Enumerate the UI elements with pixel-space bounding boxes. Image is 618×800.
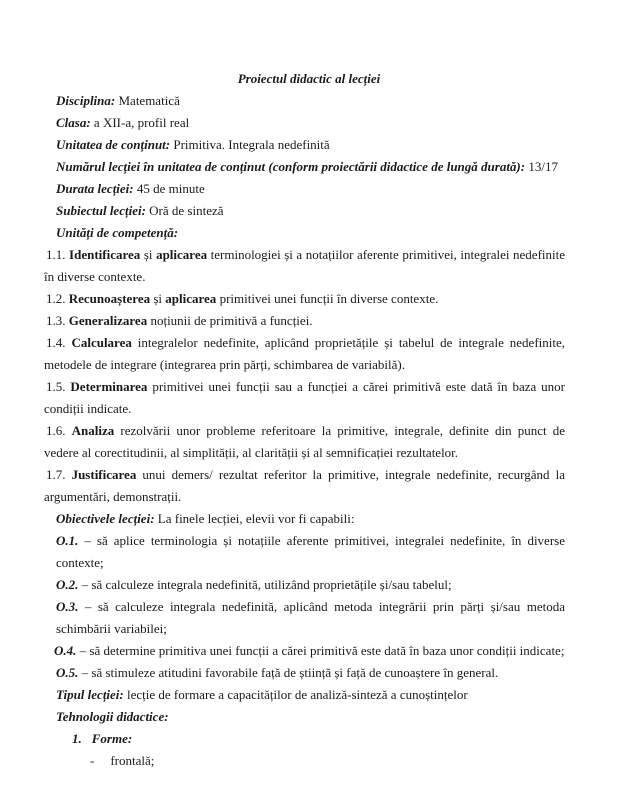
lesson-type-line bbox=[56, 684, 565, 706]
field-line bbox=[56, 134, 565, 156]
lesson-type-label: Tipul lecției: bbox=[56, 687, 124, 702]
objective-code: O.2. bbox=[56, 577, 79, 592]
competency-line bbox=[44, 310, 565, 332]
field-value: Matematică bbox=[115, 93, 180, 108]
field-line bbox=[56, 156, 565, 178]
competency-line bbox=[44, 288, 565, 310]
competency-number: 1.5. bbox=[46, 379, 66, 394]
field-value: a XII-a, profil real bbox=[90, 115, 190, 130]
competency-number: 1.2. bbox=[46, 291, 66, 306]
competency-line bbox=[44, 332, 565, 376]
competencies-list bbox=[0, 244, 618, 508]
competency-number: 1.3. bbox=[46, 313, 66, 328]
competency-number: 1.7. bbox=[46, 467, 66, 482]
competency-text: corectitudinii, al simplității, al clarității și al semnificației rezultatelor. bbox=[94, 445, 459, 460]
lesson-type-value: lecție de formare a capacităților de analiză-sinteză a cunoștințelor bbox=[123, 687, 468, 702]
field-value: 45 de minute bbox=[133, 181, 205, 196]
competency-text: de integrare (integrarea prin părți, schimbarea de variabilă). bbox=[94, 357, 405, 372]
competency-keyword: Justificarea bbox=[71, 467, 137, 482]
objective-code: O.4. bbox=[54, 643, 77, 658]
field-label: Clasa: bbox=[56, 115, 91, 130]
competency-text: unui demers/ rezultat referitor la primitive, integrale nedefinite, recurgând la bbox=[136, 467, 565, 482]
forms-item-dash: - bbox=[90, 753, 95, 768]
competency-keyword: Analiza bbox=[71, 423, 115, 438]
field-line bbox=[56, 112, 565, 134]
field-label: Disciplina: bbox=[56, 93, 116, 108]
technologies-heading: Tehnologii didactice: bbox=[56, 709, 169, 724]
objective-text: – să calculeze integrala nedefinită, utilizând proprietățile și/sau tabelul; bbox=[78, 577, 452, 592]
forms-number: 1. bbox=[72, 731, 82, 746]
objective-code: O.5. bbox=[56, 665, 79, 680]
competency-keyword: Generalizarea bbox=[68, 313, 148, 328]
objective-line bbox=[56, 574, 565, 596]
competency-text: integralelor nedefinite, aplicând proprietățile și tabelul de integrale nedefinite, metodele bbox=[44, 335, 565, 372]
competency-text: indicate. bbox=[86, 401, 132, 416]
objective-text: variabilei; bbox=[114, 621, 167, 636]
competency-keyword: aplicarea bbox=[165, 291, 217, 306]
competencies-heading: Unități de competență: bbox=[56, 225, 179, 240]
objective-text: – să aplice terminologia și notațiile aferente primitivei, integralei nedefinite, în diverse contexte; bbox=[56, 533, 565, 570]
field-label: Durata lecției: bbox=[56, 181, 134, 196]
competency-line bbox=[44, 244, 565, 288]
competency-keyword: Calcularea bbox=[71, 335, 132, 350]
field-line bbox=[56, 200, 565, 222]
competency-text: terminologiei și a notațiilor aferente primitivei, integralei nedefinite în bbox=[44, 247, 566, 284]
objectives-intro-line bbox=[56, 508, 565, 530]
competency-text: și bbox=[150, 291, 166, 306]
forms-label: Forme: bbox=[91, 731, 133, 746]
objectives-label: Obiectivele lecției: bbox=[56, 511, 155, 526]
objective-line bbox=[56, 662, 565, 684]
competency-line bbox=[44, 464, 565, 508]
competency-number: 1.6. bbox=[46, 423, 66, 438]
competency-keyword: Identificarea bbox=[69, 247, 141, 262]
field-value: Oră de sinteză bbox=[145, 203, 224, 218]
field-line bbox=[56, 178, 565, 200]
objective-code: O.1. bbox=[56, 533, 79, 548]
competency-keyword: Recunoașterea bbox=[68, 291, 151, 306]
competency-text: noțiunii de primitivă a funcției. bbox=[147, 313, 313, 328]
competency-text: primitivei unei funcții sau a funcției a cărei primitivă este dată în baza unor condiții bbox=[44, 379, 565, 416]
competency-keyword: aplicarea bbox=[156, 247, 208, 262]
objective-line bbox=[56, 596, 565, 640]
objectives-intro: La finele lecției, elevii vor fi capabili: bbox=[154, 511, 355, 526]
objective-text: – să calculeze integrala nedefinită, aplicând metoda integrării prin părți și/sau metoda schimbării bbox=[56, 599, 565, 636]
forms-item bbox=[90, 750, 618, 772]
field-value: Primitiva. Integrala nedefinită bbox=[170, 137, 330, 152]
page-title: Proiectul didactic al lecției bbox=[237, 71, 381, 86]
competency-number: 1.1. bbox=[46, 247, 66, 262]
competency-text: argumentări, demonstrații. bbox=[44, 489, 182, 504]
field-label: Numărul lecției în unitatea de conținut (conform proiectării didactice de lungă durată): bbox=[56, 159, 526, 174]
forms-heading bbox=[72, 728, 618, 750]
competency-line bbox=[44, 420, 565, 464]
competency-line bbox=[44, 376, 565, 420]
competency-text: și bbox=[140, 247, 157, 262]
objective-text: – să stimuleze atitudini favorabile față de știință și față de cunoaștere în general. bbox=[78, 665, 499, 680]
field-line bbox=[56, 90, 565, 112]
objective-line bbox=[54, 640, 565, 662]
objectives-list bbox=[0, 530, 618, 684]
competency-keyword: Determinarea bbox=[70, 379, 148, 394]
field-label: Subiectul lecției: bbox=[56, 203, 146, 218]
objective-text: – să determine primitiva unei funcții a cărei primitivă este dată în baza unor condiții indicate; bbox=[76, 643, 565, 658]
competency-text: diverse contexte. bbox=[57, 269, 146, 284]
header-fields bbox=[0, 90, 618, 222]
forms-item-text: frontală; bbox=[110, 753, 155, 768]
objective-line bbox=[56, 530, 565, 574]
objective-code: O.3. bbox=[56, 599, 79, 614]
field-label: Unitatea de conținut: bbox=[56, 137, 171, 152]
competency-text: primitivei unei funcții în diverse contexte. bbox=[216, 291, 439, 306]
competency-text: rezolvării unor probleme referitoare la primitive, integrale, definite din punct de vedere al bbox=[44, 423, 565, 460]
competency-number: 1.4. bbox=[46, 335, 66, 350]
field-value: 13/17 bbox=[525, 159, 558, 174]
